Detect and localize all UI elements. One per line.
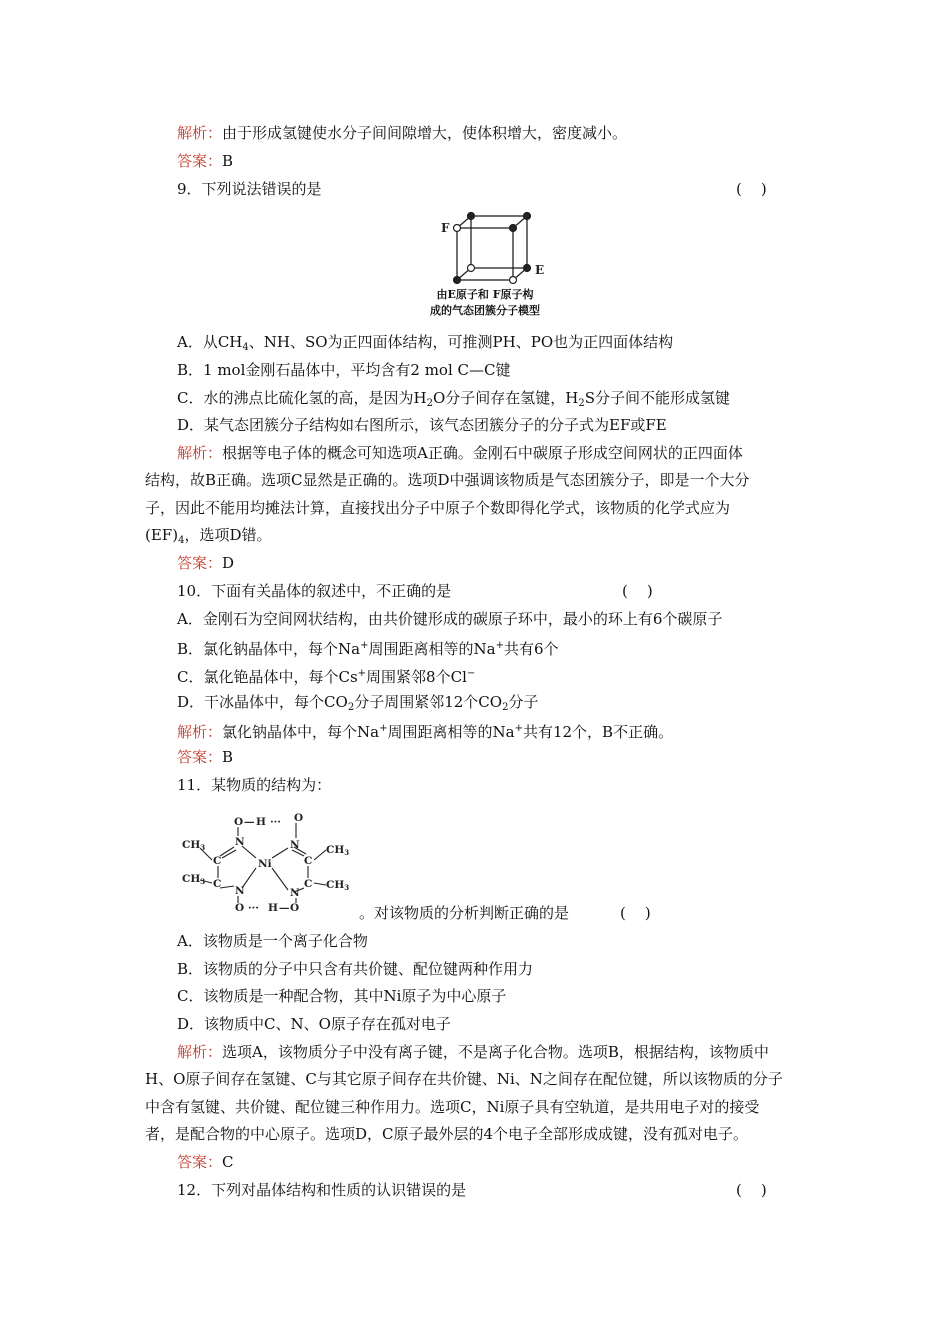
q9-analysis-4: $(EF)_4$，选项D错。: [145, 526, 272, 546]
q10-answer: 答案：B: [177, 748, 234, 766]
q12-stem: 12．下列对晶体结构和性质的认识错误的是: [177, 1181, 467, 1199]
svg-text:N: N: [290, 887, 300, 899]
atom: [468, 213, 475, 220]
label-f: F: [441, 221, 450, 235]
svg-text:C: C: [213, 855, 222, 867]
q11-analysis-2: H、O原子间存在氢键、C与其它原子间存在共价键、Ni、N之间存在配位键，所以该物质的分子: [145, 1070, 783, 1088]
q11-answer: 答案：C: [177, 1153, 234, 1171]
q11-option-a: A．该物质是一个离子化合物: [177, 932, 368, 950]
q10-option-a: A．金刚石为空间网状结构，由共价键形成的碳原子环中，最小的环上有6个碳原子: [177, 610, 723, 628]
svg-text:CH3: CH3: [326, 844, 350, 857]
q10-option-d: D．干冰晶体中，每个$CO_2$分子周围紧邻12个$CO_2$分子: [177, 693, 539, 713]
label-e: E: [535, 263, 545, 277]
svg-text:CH3: CH3: [326, 879, 350, 892]
figure-caption-2: 成的气态团簇分子模型: [430, 304, 540, 317]
svg-text:···: ···: [270, 816, 281, 828]
q9-stem: 9．下列说法错误的是: [177, 180, 322, 198]
q8-analysis: 解析：由于形成氢键使水分子间间隙增大，使体积增大，密度减小。: [177, 124, 628, 142]
q9-analysis-2: 结构，故B正确。选项C显然是正确的。选项D中强调该物质是气态团簇分子，即是一个大分: [145, 471, 750, 489]
svg-text:H: H: [268, 902, 278, 914]
q11-stem-tail: 。对该物质的分析判断正确的是: [359, 904, 570, 922]
q10-answer-blank: ( ): [622, 582, 653, 600]
atom: [510, 277, 517, 284]
q10-stem: 10．下面有关晶体的叙述中，不正确的是: [177, 582, 452, 600]
nickel-complex-structure: [178, 808, 358, 914]
q11-analysis-1: 解析：选项A，该物质分子中没有离子键，不是离子化合物。选项B，根据结构，该物质中: [177, 1043, 769, 1061]
atom: [524, 213, 531, 220]
svg-text:CH3: CH3: [182, 873, 206, 886]
q12-answer-blank: ( ): [736, 1181, 767, 1199]
svg-text:O: O: [290, 902, 300, 914]
q10-option-b: B．氯化钠晶体中，每个Na+周围距离相等的Na+共有6个: [177, 640, 559, 658]
q9-option-a: A．从$CH_4$、NH、SO为正四面体结构，可推测PH、PO也为正四面体结构: [177, 333, 674, 353]
q11-option-b: B．该物质的分子中只含有共价键、配位键两种作用力: [177, 960, 534, 978]
svg-text:O: O: [235, 902, 245, 914]
svg-text:N: N: [290, 839, 300, 851]
q11-option-c: C．该物质是一种配合物，其中Ni原子为中心原子: [177, 987, 507, 1005]
svg-text:N: N: [235, 885, 245, 897]
atom: [468, 265, 475, 272]
q11-option-d: D．该物质中C、N、O原子存在孤对电子: [177, 1015, 451, 1033]
atom: [454, 225, 461, 232]
q9-analysis-1: 解析：根据等电子体的概念可知选项A正确。金刚石中碳原子形成空间网状的正四面体: [177, 444, 743, 462]
svg-text:H: H: [256, 816, 266, 828]
q9-analysis-3: 子，因此不能用均摊法计算，直接找出分子中原子个数即得化学式，该物质的化学式应为: [145, 499, 731, 517]
q9-option-d: D．某气态团簇分子结构如右图所示，该气态团簇分子的分子式为EF或FE: [177, 416, 667, 434]
q9-option-c: C．水的沸点比硫化氢的高，是因为$H_2O$分子间存在氢键，$H_2S$分子间不能形成氢键: [177, 389, 730, 409]
figure-caption-1: 由E原子和 F原子构: [436, 288, 534, 301]
svg-text:CH3: CH3: [182, 839, 206, 852]
q11-answer-blank: ( ): [620, 904, 651, 922]
svg-text:N: N: [235, 836, 245, 848]
svg-text:C: C: [213, 878, 222, 890]
atom: [510, 225, 517, 232]
q9-answer: 答案：D: [177, 554, 235, 572]
cluster-molecule-figure: [435, 208, 555, 286]
svg-text:O: O: [294, 812, 304, 824]
svg-text:Ni: Ni: [258, 858, 272, 870]
q11-analysis-4: 者，是配合物的中心原子。选项D，C原子最外层的4个电子全部形成成键，没有孤对电子。: [145, 1125, 749, 1143]
svg-text:O: O: [234, 816, 244, 828]
q8-answer: 答案：B: [177, 152, 234, 170]
svg-text:—: —: [279, 902, 290, 914]
q9-option-b: B．1 mol金刚石晶体中，平均含有2 mol C—C键: [177, 361, 511, 379]
q9-answer-blank: ( ): [736, 180, 767, 198]
atom: [454, 277, 461, 284]
q10-option-c: C．氯化铯晶体中，每个Cs+周围紧邻8个Cl−: [177, 668, 476, 686]
svg-text:C: C: [304, 855, 313, 867]
q10-analysis: 解析：氯化钠晶体中，每个Na+周围距离相等的Na+共有12个，B不正确。: [177, 723, 674, 741]
svg-text:—: —: [244, 816, 255, 828]
q11-analysis-3: 中含有氢键、共价键、配位键三种作用力。选项C，Ni原子具有空轨道，是共用电子对的接受: [145, 1098, 760, 1116]
svg-text:···: ···: [248, 902, 259, 914]
atom: [524, 265, 531, 272]
q11-stem: 11．某物质的结构为：: [177, 776, 332, 794]
svg-text:C: C: [304, 878, 313, 890]
